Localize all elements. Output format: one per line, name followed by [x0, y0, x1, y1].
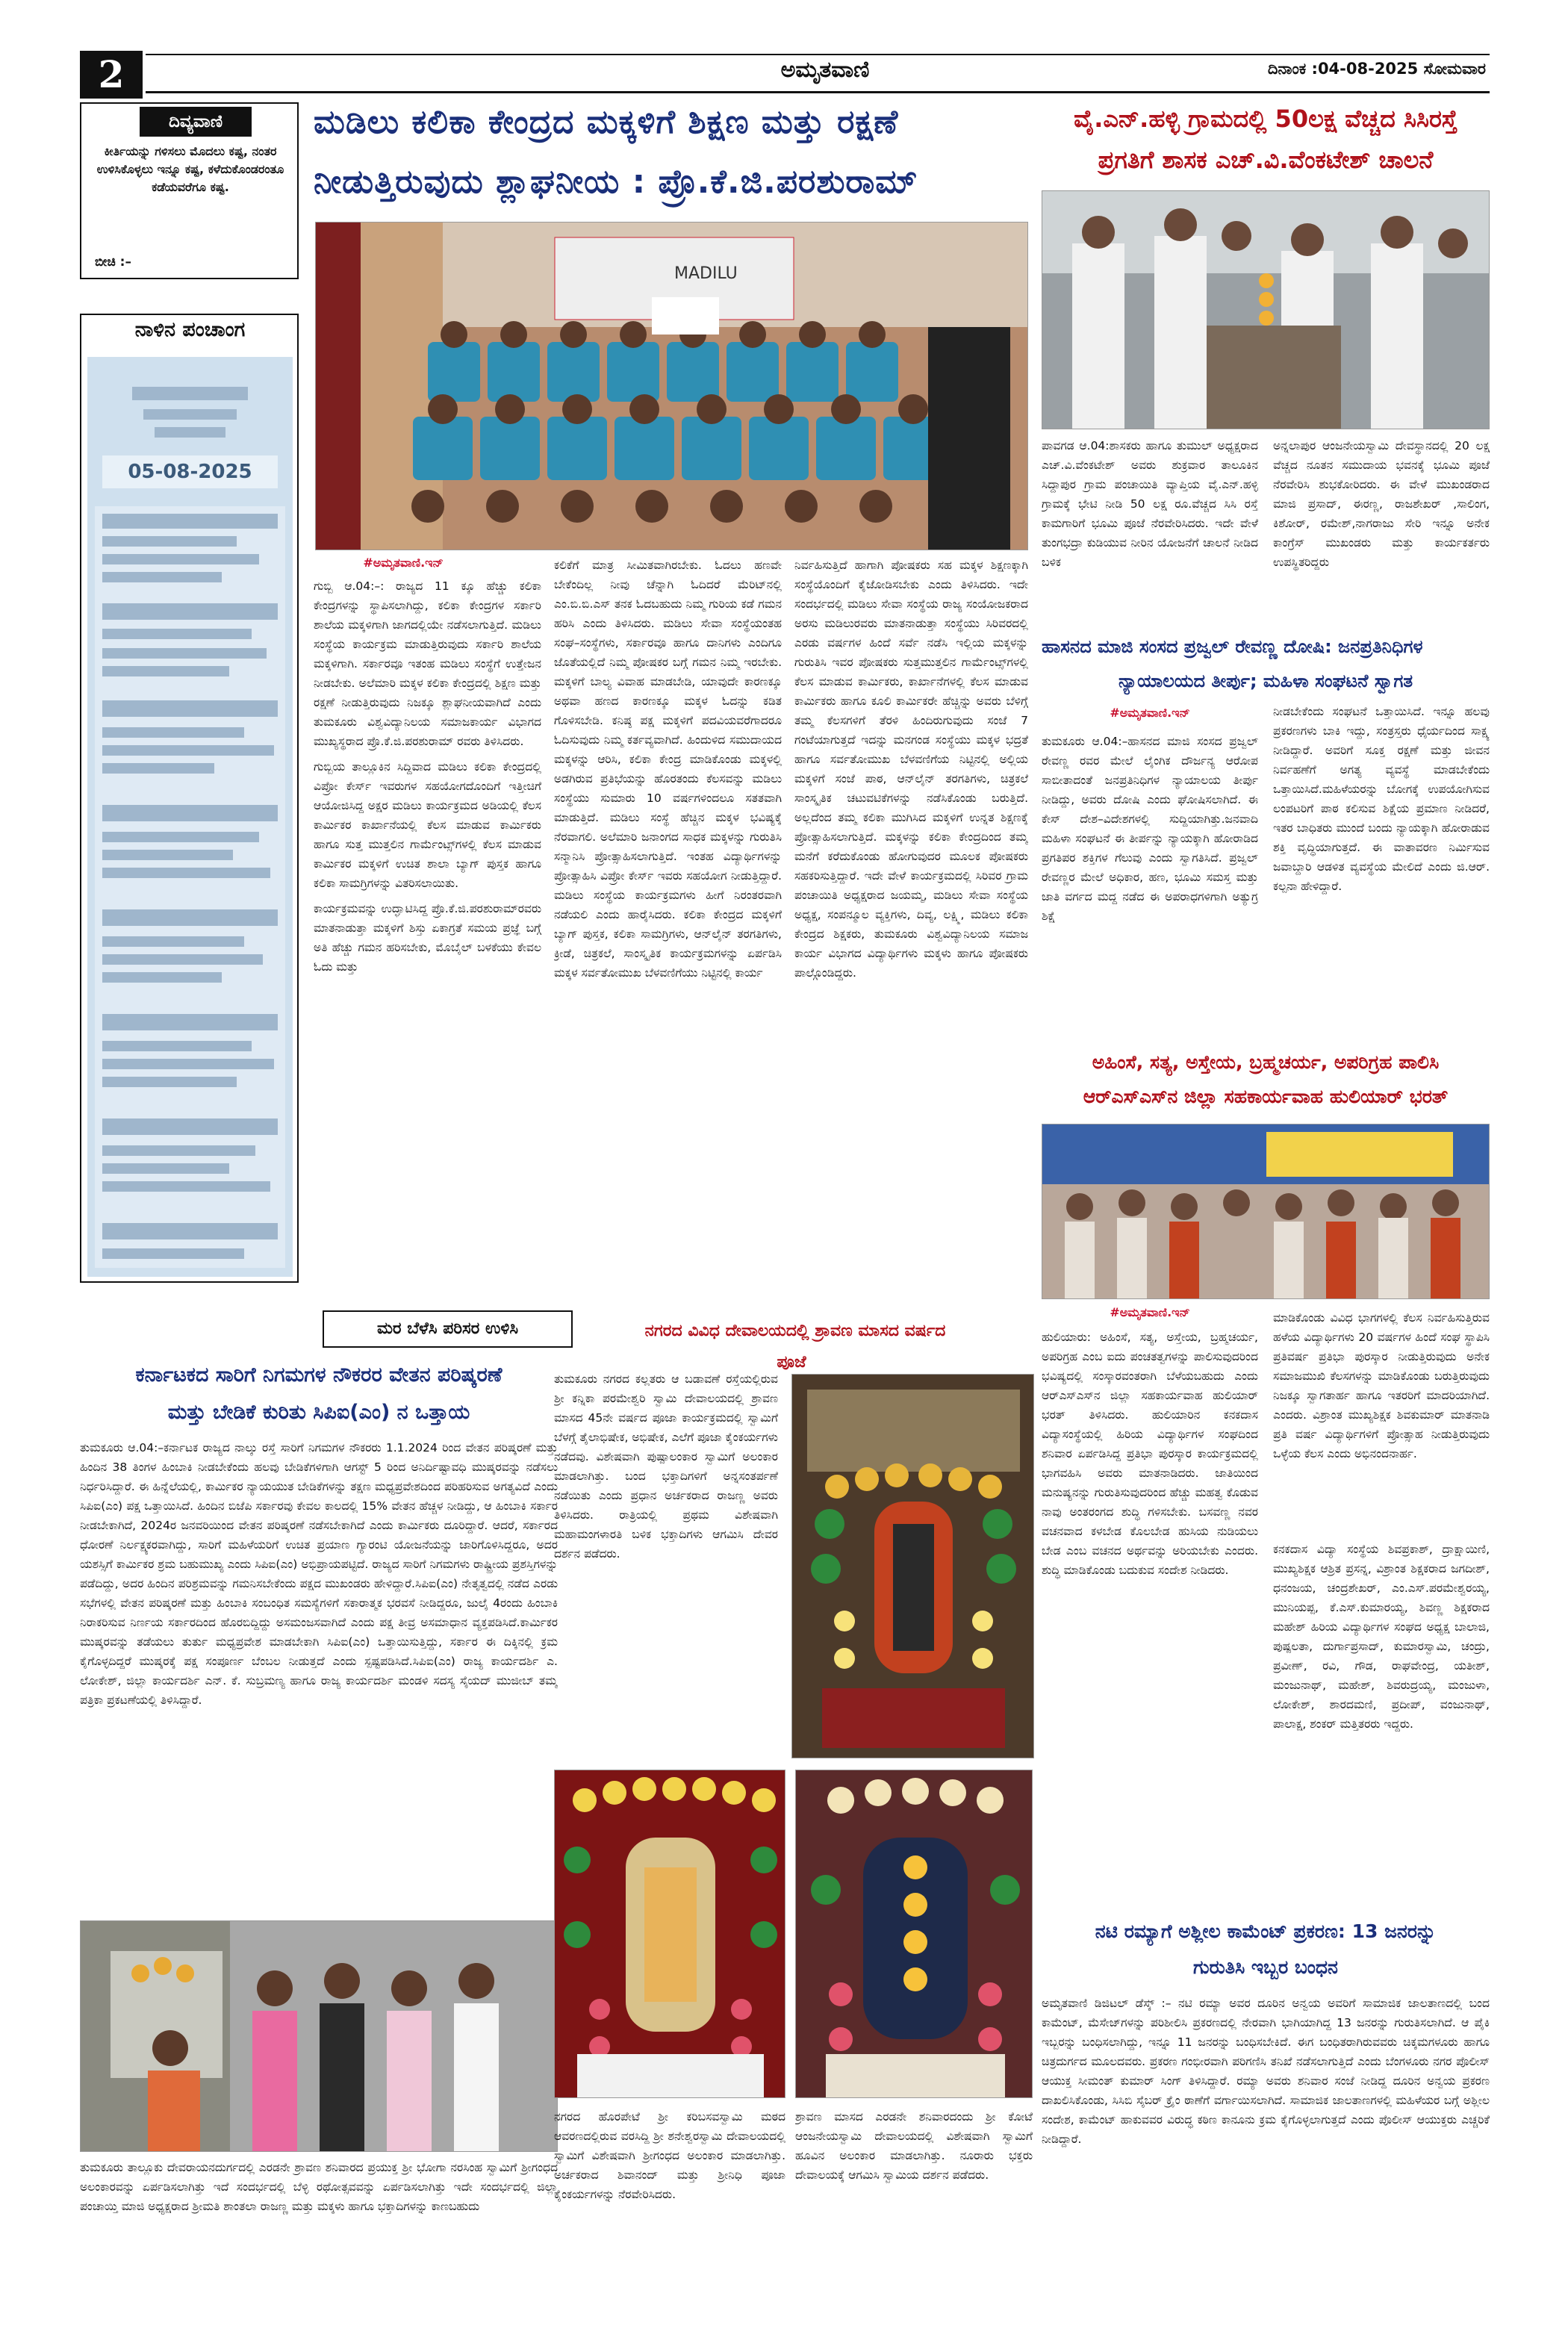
masthead-rule-bottom: [146, 91, 1490, 93]
road-col-2: ಅನ್ನಲಾಪುರ ಆಂಜನೇಯಸ್ವಾಮಿ ದೇವಸ್ಥಾನದಲ್ಲಿ 20 ಲಕ್ಷ ವೆಚ್ಚದ ನೂತನ ಸಮುದಾಯ ಭವನಕ್ಕೆ ಭೂಮಿ ಪೂಜೆ ನೆರವೇರಿಸಿ ಶುಭಕೋರಿದರು. ಈ ವೇಳೆ ಮುಖಂಡರಾದ ಮಾಜಿ ಪ್ರಸಾದ್, ಈರಣ್ಣ, ರಾಜಶೇಖರ್ ,ಸಾಲಿಂಗ, ಕಿಶೋರ್, ರಮೇಶ್,ನಾಗರಾಜು ಸೇರಿ ಇನ್ನೂ ಅನೇಕ ಕಾಂಗ್ರೆಸ್ ಮುಖಂಡರು ಮತ್ತು ಕಾರ್ಯಕರ್ತರು ಉಪಸ್ಥಿತರಿದ್ದರು: [1273, 439, 1490, 569]
divyavani-title: ದಿವ್ಯವಾಣಿ: [140, 107, 252, 137]
date-line: ದಿನಾಂಕ :04-08-2025 ಸೋಮವಾರ: [1267, 60, 1486, 78]
main-col-1: [314, 576, 541, 1271]
paper-name: ಅಮೃತವಾಣಿ: [780, 57, 870, 83]
temple-kannika-photo: [791, 1374, 1034, 1758]
transport-body: ತುಮಕೂರು ಆ.04:–ಕರ್ನಾಟಕ ರಾಜ್ಯದ ನಾಲ್ಕು ರಸ್ತೆ ಸಾರಿಗೆ ನಿಗಮಗಳ ನೌಕರರು 1.1.2024 ರಿಂದ ವೇತನ ಪರಿಷ್ಕರಣೆ ಮತ್ತು ಹಿಂದಿನ 38 ತಿಂಗಳ ಹಿಂಬಾಕಿ ನೀಡಬೇಕೆಂದು ಹಲವು ಬೇಡಿಕೆಗಳಿಗಾಗಿ ಆಗಸ್ಟ್ 5 ರಿಂದ ಅನಿರ್ದಿಷ್ಟಾವಧಿ ಮುಷ್ಕರವನ್ನು ನಡೆಸಲು ನಿರ್ಧರಿಸಿದ್ದಾರೆ. ಈ ಹಿನ್ನೆಲೆಯಲ್ಲಿ, ಕಾರ್ಮಿಕರ ನ್ಯಾಯಯುತ ಬೇಡಿಕೆಗಳನ್ನು ತಕ್ಷಣ ಮಧ್ಯಪ್ರವೇಶದಿಂದ ಪರಿಹರಿಸುವ ಅಗತ್ಯವಿದೆ ಎಂದು ಸಿಪಿಐ(ಎಂ) ಪಕ್ಷ ಒತ್ತಾಯಿಸಿದೆ. ಹಿಂದಿನ ಬಿಜೆಪಿ ಸರ್ಕಾರವು ಕೇವಲ ಕಾಲದಲ್ಲಿ 15% ವೇತನ ಹೆಚ್ಚಳ ನೀಡಿದ್ದು, ಆ ಹಿಂಬಾಕಿ ಸರ್ಕಾರ ನೀಡಬೇಕಾಗಿದೆ, 2024ರ ಜನವರಿಯಿಂದ ವೇತನ ಪರಿಷ್ಕರಣೆ ನಡೆಸಬೇಕಾಗಿದೆ ಎಂದು ಕಾರ್ಮಿಕರು ದೂರಿದ್ದಾರೆ. ಆದರೆ, ಸರ್ಕಾರದ ಧೋರಣೆ ನಿರ್ಲಕ್ಷ್ಯಕರವಾಗಿದ್ದು, ಸಾರಿಗೆ ಮಹಿಳೆಯರಿಗೆ ಉಚಿತ ಪ್ರಯಾಣ ಗ್ಯಾರಂಟಿ ಯೋಜನೆಯನ್ನು ಜಾರಿಗೊಳಿಸಿದ್ದರೂ, ಅದರ ಯಶಸ್ಸಿಗೆ ಕಾರ್ಮಿಕರ ಶ್ರಮ ಬಹುಮುಖ್ಯ ಎಂದು ಸಿಪಿಐ(ಎಂ) ಅಭಿಪ್ರಾಯಪಟ್ಟಿದೆ. ರಾಜ್ಯದ ಸಾರಿಗೆ ನಿಗಮಗಳು ರಾಷ್ಟ್ರೀಯ ಪ್ರಶಸ್ತಿಗಳನ್ನು ಪಡೆದಿದ್ದು, ಅದರ ಹಿಂದಿನ ಪರಿಶ್ರಮವನ್ನು ಗಮನಿಸಬೇಕೆಂದು ಪಕ್ಷದ ಮುಖಂಡರು ಹೇಳಿದ್ದಾರೆ.ಸಿಪಿಐ(ಎಂ) ನೇತೃತ್ವದಲ್ಲಿ ನಡೆದ ಎರಡು ಸಭೆಗಳಲ್ಲಿ ವೇತನ ಪರಿಷ್ಕರಣೆ ಮತ್ತು ಹಿಂಬಾಕಿ ಸಂಬಂಧಿತ ಸಮಸ್ಯೆಗಳಿಗೆ ಸಕಾರಾತ್ಮಕ ಭರವಸೆ ನೀಡಿದ್ದರೂ, ಜುಲೈ 4ರಂದು ಹಿಂಬಾಕಿ ನಿರಾಕರಿಸುವ ನಿರ್ಣಯ ಸರ್ಕಾರದಿಂದ ಹೊರಬಿದ್ದಿದ್ದು ಅಸಮಂಜಸವಾಗಿದೆ ಎಂದು ಪಕ್ಷ ತೀವ್ರ ಅಸಮಾಧಾನ ವ್ಯಕ್ತಪಡಿಸಿದೆ.ಕಾರ್ಮಿಕರ ಮುಷ್ಕರವನ್ನು ತಡೆಯಲು ತುರ್ತು ಮಧ್ಯಪ್ರವೇಶ ಮಾಡಬೇಕಾಗಿ ಸಿಪಿಐ(ಎಂ) ಒತ್ತಾಯಿಸುತ್ತಿದ್ದು, ಸರ್ಕಾರ ಈ ದಿಕ್ಕಿನಲ್ಲಿ ಕ್ರಮ ಕೈಗೊಳ್ಳದಿದ್ದರೆ ಮುಷ್ಕರಕ್ಕೆ ಪಕ್ಷ ಸಂಪೂರ್ಣ ಬೆಂಬಲ ನೀಡುತ್ತದೆ ಎಂದು ಸ್ಪಷ್ಟಪಡಿಸಿದೆ.ಸಿಪಿಐ(ಎಂ) ರಾಜ್ಯ ಕಾರ್ಯದರ್ಶಿ ಎ. ಲೋಕೇಶ್, ಜಿಲ್ಲಾ ಕಾರ್ಯದರ್ಶಿ ಎನ್. ಕೆ. ಸುಬ್ರಮಣ್ಯ ಹಾಗೂ ರಾಜ್ಯ ಕಾರ್ಯದರ್ಶಿ ಮಂಡಳಿ ಸದಸ್ಯ ಸೈಯದ್ ಮುಜೀಬ್ ತಮ್ಮ ಪತ್ರಿಕಾ ಪ್ರಕಟಣೆಯಲ್ಲಿ ತಿಳಿಸಿದ್ದಾರೆ.: [80, 1441, 558, 1707]
ramya-body: ಅಮೃತವಾಣಿ ಡಿಜಿಟಲ್ ಡೆಸ್ಕ್ :– ನಟಿ ರಮ್ಯಾ ಅವರ ದೂರಿನ ಅನ್ವಯ ಅವರಿಗೆ ಸಾಮಾಜಿಕ ಜಾಲತಾಣದಲ್ಲಿ ಬಂದ ಕಾಮೆಂಟ್, ಮೆಸೇಜ್‌ಗಳನ್ನು ಪರಿಶೀಲಿಸಿ ಪ್ರಕರಣದಲ್ಲಿ ನೇರವಾಗಿ ಭಾಗಿಯಾಗಿದ್ದ 13 ಜನರನ್ನು ಗುರುತಿಸಲಾಗಿದೆ. ಆ ಪೈಕಿ ಇಬ್ಬರನ್ನು ಬಂಧಿಸಲಾಗಿದ್ದು, ಇನ್ನೂ 11 ಜನರನ್ನು ಬಂಧಿಸಬೇಕಿದೆ. ಈಗ ಬಂಧಿತರಾಗಿರುವವರು ಚಿಕ್ಕಮಗಳೂರು ಹಾಗೂ ಚಿತ್ರದುರ್ಗದ ಮೂಲದವರು. ಪ್ರಕರಣ ಗಂಭೀರವಾಗಿ ಪರಿಗಣಿಸಿ ತನಿಖೆ ನಡೆಸಲಾಗುತ್ತಿದೆ ಎಂದು ಬೆಂಗಳೂರು ನಗರ ಪೊಲೀಸ್ ಆಯುಕ್ತ ಸೀಮಂತ್ ಕುಮಾರ್ ಸಿಂಗ್ ತಿಳಿಸಿದ್ದಾರೆ. ರಮ್ಯಾ ಅವರು ಶನಿವಾರ ಸಂಜೆ ನೀಡಿದ್ದ ದೂರಿನ ಅನ್ವಯ ಪ್ರಕರಣ ದಾಖಲಿಸಿಕೊಂಡು, ಸಿಸಿಬಿ ಸೈಬರ್ ಕ್ರೈಂ ಠಾಣೆಗೆ ವರ್ಗಾಯಿಸಲಾಗಿದೆ. ಸಾಮಾಜಿಕ ಜಾಲತಾಣಗಳಲ್ಲಿ ಮಹಿಳೆಯರ ಬಗ್ಗೆ ಅಶ್ಲೀಲ ಸಂದೇಶ, ಕಾಮೆಂಟ್ ಹಾಕುವವರ ವಿರುದ್ಧ ಕಠಿಣ ಕಾನೂನು ಕ್ರಮ ಕೈಗೊಳ್ಳಲಾಗುತ್ತದೆ ಎಂದು ಪೊಲೀಸ್ ಆಯುಕ್ತರು ಎಚ್ಚರಿಕೆ ನೀಡಿದ್ದಾರೆ.: [1042, 1997, 1490, 2146]
divyavani-box: [80, 102, 299, 279]
panchanga-box: [80, 314, 299, 1283]
slogan-text: ಮರ ಬೆಳೆಸಿ ಪರಿಸರ ಉಳಿಸಿ: [376, 1319, 519, 1338]
ramya-headline-1: ನಟಿ ರಮ್ಯಾಗೆ ಅಶ್ಲೀಲ ಕಾಮೆಂಟ್ ಪ್ರಕರಣ: 13 ಜನರನ್ನು: [1095, 1920, 1437, 1942]
page-number-box: [80, 51, 143, 99]
rss-headline-1: ಅಹಿಂಸೆ, ಸತ್ಯ, ಅಸ್ತೇಯ, ಬ್ರಹ್ಮಚರ್ಯ, ಅಪರಿಗ್ರಹ ಪಾಲಿಸಿ: [1092, 1051, 1440, 1073]
prajwal-col-2: ನೀಡಬೇಕೆಂದು ಸಂಘಟನೆ ಒತ್ತಾಯಿಸಿದೆ. ಇನ್ನೂ ಹಲವು ಪ್ರಕರಣಗಳು ಬಾಕಿ ಇದ್ದು, ಸಂತ್ರಸ್ತರು ಧೈರ್ಯದಿಂದ ಸಾಕ್ಷ್ಯ ನೀಡಿದ್ದಾರೆ. ಅವರಿಗೆ ಸೂಕ್ತ ರಕ್ಷಣೆ ಮತ್ತು ಜೀವನ ನಿರ್ವಹಣೆಗೆ ಅಗತ್ಯ ವ್ಯವಸ್ಥೆ ಮಾಡಬೇಕೆಂದು ಒತ್ತಾಯಿಸಿದೆ.ಮಹಿಳೆಯರನ್ನು ಬೋಗಕ್ಕೆ ಉಪಯೋಗಿಸುವ ಲಂಪಟರಿಗೆ ಪಾಠ ಕಲಿಸುವ ಶಿಕ್ಷೆಯ ಪ್ರಮಾಣ ನೀಡಿದರೆ, ಇತರ ಬಾಧಿತರು ಮುಂದೆ ಬಂದು ನ್ಯಾಯಕ್ಕಾಗಿ ಹೋರಾಡುವ ಶಕ್ತಿ ವೃದ್ಧಿಯಾಗುತ್ತದೆ. ಈ ವಾತಾವರಣ ನಿರ್ಮಿಸುವ ಜವಾಬ್ದಾರಿ ಆಡಳಿತ ವ್ಯವಸ್ಥೆಯ ಮೇಲಿದೆ ಎಂದು ಜಿ.ಆರ್. ಕಲ್ಪನಾ ಹೇಳಿದ್ದಾರೆ.: [1273, 705, 1490, 893]
rss-headline-2: ಆರ್‌ಎಸ್‌ಎಸ್‌ನ ಜಿಲ್ಲಾ ಸಹಕಾರ್ಯವಾಹ ಹುಲಿಯಾರ್ ಭರತ್: [1083, 1086, 1449, 1107]
main-col-1-p2: ಗುಬ್ಬಿಯ ತಾಲ್ಲೂಕಿನ ಸಿದ್ದಿವಾದ ಮಡಿಲು ಕಲಿಕಾ ಕೇಂದ್ರದಲ್ಲಿ ವಿಪ್ರೋ ಕೇರ್ಸ್ ಇವರುಗಳ ಸಹಯೋಗದೊಂದಿಗೆ ಇತ್ತೀಚಿಗೆ ಆಯೋಜಿಸಿದ್ದ ಅಕ್ಷರ ಮಡಿಲು ಕಾರ್ಯಕ್ರಮದ ಅಡಿಯಲ್ಲಿ ಕೆಲಸ ಕಾರ್ಮಿಕರ ಕಾರ್ಖಾನೆಯಲ್ಲಿ ಕೆಲಸ ಮಾಡುವ ಕಾರ್ಮಿಕರು ಹಾಗೂ ಸುತ್ತ ಮುತ್ತಲಿನ ಗಾರ್ಮೆಂಟ್ಸ್‌ಗಳಲ್ಲಿ ಕೆಲಸ ಮಾಡುವ ಕಾರ್ಮಿಕರ ಮಕ್ಕಳಿಗೆ ಉಚಿತ ಶಾಲಾ ಬ್ಯಾಗ್ ಪುಸ್ತಕ ಹಾಗೂ ಕಲಿಕಾ ಸಾಮಗ್ರಿಗಳನ್ನು ವಿತರಿಸಲಾಯಿತು.: [314, 760, 541, 890]
temple-shaneshwara-photo: [554, 1770, 785, 2098]
main-col-1-p3: ಕಾರ್ಯಕ್ರಮವನ್ನು ಉದ್ಘಾಟಿಸಿದ್ದ ಪ್ರೊ.ಕೆ.ಜಿ.ಪರಶುರಾಮ್‌ರವರು ಮಾತನಾಡುತ್ತಾ ಮಕ್ಕಳಿಗೆ ಶಿಸ್ತು ಏಕಾಗ್ರತೆ ಸಮಯ ಪ್ರಜ್ಞೆ ಬಗ್ಗೆ ಅತಿ ಹೆಚ್ಚು ಗಮನ ಹರಿಸಬೇಕು, ಮೊಬೈಲ್ ಬಳಕೆಯು ಕೇವಲ ಓದು ಮತ್ತು: [314, 902, 541, 974]
prajwal-headline-1: ಹಾಸನದ ಮಾಜಿ ಸಂಸದ ಪ್ರಜ್ವಲ್ ರೇವಣ್ಣ ದೋಷಿ: ಜನಪ್ರತಿನಿಧಿಗಳ: [1042, 636, 1423, 657]
rss-col-1-right: ಮಾಡಿಕೊಂಡು ವಿವಿಧ ಭಾಗಗಳಲ್ಲಿ ಕೆಲಸ ನಿರ್ವಹಿಸುತ್ತಿರುವ ಹಳೆಯ ವಿದ್ಯಾರ್ಥಿಗಳು 20 ವರ್ಷಗಳ ಹಿಂದೆ ಸಂಘ ಸ್ಥಾಪಿಸಿ ಪ್ರತಿವರ್ಷ ಪ್ರತಿಭಾ ಪುರಸ್ಕಾರ ನೀಡುತ್ತಿರುವುದು ಅನೇಕ ಸಮಾಜಮುಖಿ ಕೆಲಸಗಳನ್ನು ಮಾಡಿಕೊಂಡು ಬರುತ್ತಿರುವುದು ನಿಜಕ್ಕೂ ಸ್ವಾಗತಾರ್ಹ ಹಾಗೂ ಇತರರಿಗೆ ಮಾದರಿಯಾಗಿದೆ. ಎಂದರು. ವಿಶ್ರಾಂತ ಮುಖ್ಯಶಿಕ್ಷಕ ಶಿವಕುಮಾರ್ ಮಾತನಾಡಿ ಪ್ರತಿ ವರ್ಷ ವಿದ್ಯಾರ್ಥಿಗಳಿಗೆ ಪ್ರೋತ್ಸಾಹ ನೀಡುತ್ತಿರುವುದು ಒಳ್ಳೆಯ ಕೆಲಸ ಎಂದು ಅಭಿನಂದನಾರ್ಹ.: [1273, 1311, 1490, 1460]
main-col-1-p1: ಗುಬ್ಬಿ ಆ.04:–: ರಾಜ್ಯದ 11 ಕ್ಕೂ ಹೆಚ್ಚು ಕಲಿಕಾ ಕೇಂದ್ರಗಳನ್ನು ಸ್ಥಾಪಿಸಲಾಗಿದ್ದು, ಕಲಿಕಾ ಕೇಂದ್ರಗಳ ಸರ್ಕಾರಿ ಶಾಲೆಯ ಮಕ್ಕಳಿಗಾಗಿ ಜಾಗದಲ್ಲಿಯೇ ನಡೆಸಲಾಗುತ್ತಿದೆ. ಮಡಿಲು ಸಂಸ್ಥೆಯ ಕಾರ್ಯಕ್ರಮ ಮಾಡುತ್ತಿರುವುದು ಸರ್ಕಾರಿ ಶಾಲೆಯ ಮಕ್ಕಳಿಗಾಗಿ. ಸರ್ಕಾರವೂ ಇತಂಹ ಮಡಿಲು ಸಂಸ್ಥೆಗೆ ಉತ್ತೇಜನ ನೀಡಬೇಕು. ಅಲೆಮಾರಿ ಮಕ್ಕಳ ಕಲಿಕಾ ಕೇಂದ್ರದಲ್ಲಿ ಶಿಕ್ಷಣ ಮತ್ತು ರಕ್ಷಣೆ ನೀಡುತ್ತಿರುವುದು ನಿಜಕ್ಕೂ ಶ್ಲಾಘನೀಯವಾಗಿದೆ ಎಂದು ತುಮಕೂರು ವಿಶ್ವವಿದ್ಯಾನಿಲಯ ಸಮಾಜಕಾರ್ಯ ವಿಭಾಗದ ಮುಖ್ಯಸ್ಥರಾದ ಪ್ರೊ.ಕೆ.ಜಿ.ಪರಶುರಾಮ್ ರವರು ತಿಳಿಸಿದರು.: [314, 579, 541, 748]
prajwal-tag: #ಅಮೃತವಾಣಿ.ಇನ್: [1110, 706, 1190, 720]
transport-headline-1: ಕರ್ನಾಟಕದ ಸಾರಿಗೆ ನಿಗಮಗಳ ನೌಕರರ ವೇತನ ಪರಿಷ್ಕರಣೆ: [135, 1363, 503, 1387]
road-col-1: ಪಾವಗಡ ಆ.04:ಶಾಸಕರು ಹಾಗೂ ತುಮುಲ್ ಅಧ್ಯಕ್ಷರಾದ ಎಚ್.ವಿ.ವೆಂಕಟೇಶ್ ಅವರು ಶುಕ್ರವಾರ ತಾಲೂಕಿನ ಸಿದ್ದಾಪುರ ಗ್ರಾಮ ಪಂಚಾಯಿತಿ ವ್ಯಾಪ್ತಿಯ ವೈ.ಎನ್.ಹಳ್ಳಿ ಗ್ರಾಮಕ್ಕೆ ಭೇಟಿ ನೀಡಿ 50 ಲಕ್ಷ ರೂ.ವೆಚ್ಚದ ಸಿಸಿ ರಸ್ತೆ ಕಾಮಗಾರಿಗೆ ಭೂಮಿ ಪೂಜೆ ನೆರವೇರಿಸಿದರು. ಇದೇ ವೇಳೆ ತುಂಗಭದ್ರಾ ಕುಡಿಯುವ ನೀರಿನ ಯೋಜನೆಗೆ ಚಾಲನೆ ನೀಡಿದ ಬಳಿಕ: [1042, 439, 1258, 569]
rss-col-2: ಕನಕದಾಸ ವಿದ್ಯಾ ಸಂಸ್ಥೆಯ ಶಿವಪ್ರಕಾಶ್, ದ್ರಾಕ್ಷಾಯಿಣಿ, ಮುಖ್ಯಶಿಕ್ಷಕ ಆಶ್ರಿತ ಪ್ರಸನ್ನ, ವಿಶ್ರಾಂತ ಶಿಕ್ಷಕರಾದ ಜಗದೀಶ್, ಧನಂಜಯ, ಚಂದ್ರಶೇಖರ್, ಎಂ.ಎಸ್.ಪರಮೇಶ್ವರಯ್ಯ, ಮುನಿಯಪ್ಪ, ಕೆ.ಎಸ್.ಕುಮಾರಯ್ಯ, ಶಿವಣ್ಣ ಶಿಕ್ಷಕರಾದ ಮಹೇಶ್ ಹಿರಿಯ ವಿದ್ಯಾರ್ಥಿಗಳ ಸಂಘದ ಅಧ್ಯಕ್ಷ ಬಾಲಾಜಿ, ಪುಷ್ಪಲತಾ, ದುರ್ಗಾಪ್ರಸಾದ್, ಕುಮಾರಸ್ವಾಮಿ, ಚಂದ್ರು, ಪ್ರವೀಣ್, ರವಿ, ಗೌಡ, ರಾಘವೇಂದ್ರ, ಯತೀಶ್, ಮಂಜುನಾಥ್, ಮಹೇಶ್, ಶಿವರುದ್ರಯ್ಯ, ಮಂಜುಳಾ, ಲೋಕೇಶ್, ಶಾರದಮಣಿ, ಪ್ರದೀಪ್, ವಂಜುನಾಥ್, ಪಾಲಾಕ್ಷ, ಶಂಕರ್ ಮತ್ತಿತರರು ಇದ್ದರು.: [1273, 1543, 1490, 1731]
main-headline-2: ನೀಡುತ್ತಿರುವುದು ಶ್ಲಾಘನೀಯ : ಪ್ರೊ.ಕೆ.ಜಿ.ಪರಶುರಾಮ್: [314, 163, 918, 201]
panchanga-title: ನಾಳಿನ ಪಂಚಾಂಗ: [134, 318, 246, 341]
transport-headline-2: ಮತ್ತು ಬೇಡಿಕೆ ಕುರಿತು ಸಿಪಿಐ(ಎಂ) ನ ಒತ್ತಾಯ: [167, 1401, 470, 1424]
temples-headline-2: ಪೂಜೆ: [777, 1353, 806, 1372]
masthead-rule-top: [146, 54, 1490, 55]
temples-body: ತುಮಕೂರು ನಗರದ ಕಲ್ಲತರು ಆ ಬಡಾವಣೆ ರಸ್ತೆಯಲ್ಲಿರುವ ಶ್ರೀ ಕನ್ನಿಕಾ ಪರಮೇಶ್ವರಿ ಸ್ವಾಮಿ ದೇವಾಲಯದಲ್ಲಿ ಶ್ರಾವಣ ಮಾಸದ 45ನೇ ವರ್ಷದ ಪೂಜಾ ಕಾರ್ಯಕ್ರಮದಲ್ಲಿ ಸ್ವಾಮಿಗೆ ಬೆಳಗ್ಗೆ ತೈಲಾಭಿಷೇಕ, ಅಭಿಷೇಕ, ಎಲೆಗೆ ಪೂಜಾ ಕೈಂಕರ್ಯಗಳು ನಡೆದವು. ವಿಶೇಷವಾಗಿ ಪುಷ್ಪಾಲಂಕಾರ ಸ್ವಾಮಿಗೆ ಅಲಂಕಾರ ಮಾಡಲಾಗಿತ್ತು. ಬಂದ ಭಕ್ತಾದಿಗಳಿಗೆ ಅನ್ನಸಂತರ್ಪಣೆ ನಡೆಯಿತು ಎಂದು ಪ್ರಧಾನ ಅರ್ಚಕರಾದ ರಾಜಣ್ಣ ಅವರು ತಿಳಿಸಿದರು. ರಾತ್ರಿಯಲ್ಲಿ ಪ್ರಥಮ ವಿಶೇಷವಾಗಿ ಮಹಾಮಂಗಳಾರತಿ ಬಳಿಕ ಭಕ್ತಾದಿಗಳು ಆಗಮಿಸಿ ದೇವರ ದರ್ಶನ ಪಡೆದರು.: [554, 1372, 778, 1561]
main-tag: #ಅಮೃತವಾಣಿ.ಇನ್: [363, 556, 444, 570]
prajwal-col-1: ತುಮಕೂರು ಆ.04:–ಹಾಸನದ ಮಾಜಿ ಸಂಸದ ಪ್ರಜ್ವಲ್ ರೇವಣ್ಣ ರವರ ಮೇಲೆ ಲೈಂಗಿಕ ದೌರ್ಜನ್ಯ ಆರೋಪ ಸಾಬೀತಾದಂತೆ ಜನಪ್ರತಿನಿಧಿಗಳ ನ್ಯಾಯಾಲಯ ತೀರ್ಪು ನೀಡಿದ್ದು, ಅವರು ದೋಷಿ ಎಂದು ಘೋಷಿಸಲಾಗಿದೆ. ಈ ಕೇಸ್ ದೇಶ–ವಿದೇಶಗಳಲ್ಲಿ ಸುದ್ದಿಯಾಗಿತ್ತು.ಜನವಾದಿ ಮಹಿಳಾ ಸಂಘಟನೆ ಈ ತೀರ್ಪನ್ನು ನ್ಯಾಯಕ್ಕಾಗಿ ಹೋರಾಡಿದ ಪ್ರಗತಿಪರ ಶಕ್ತಿಗಳ ಗೆಲುವು ಎಂದು ಸ್ವಾಗತಿಸಿದೆ. ಪ್ರಜ್ವಲ್ ರೇವಣ್ಣರ ಮೇಲೆ ಅಧಿಕಾರ, ಹಣ, ಭೂಮಿ ಸಮಸ್ತ ಮತ್ತು ಜಾತಿ ವರ್ಗದ ಮದ್ದ ನಡೆದ ಈ ಅಪರಾಧಗಳಿಗಾಗಿ ಅತ್ಯುಗ್ರ ಶಿಕ್ಷೆ: [1042, 735, 1258, 923]
page-number: 2: [98, 52, 125, 96]
madilu-banner-text: MADILU: [674, 264, 738, 283]
main-headline-1: ಮಡಿಲು ಕಲಿಕಾ ಕೇಂದ್ರದ ಮಕ್ಕಳಿಗೆ ಶಿಕ್ಷಣ ಮತ್ತು ರಕ್ಷಣೆ: [314, 103, 899, 141]
main-col-3: ನಿರ್ವಹಿಸುತ್ತಿದೆ ಹಾಗಾಗಿ ಪೋಷಕರು ಸಹ ಮಕ್ಕಳ ಶಿಕ್ಷಣಕ್ಕಾಗಿ ಸಂಸ್ಥೆಯೊಂದಿಗೆ ಕೈಜೋಡಿಸಬೇಕು ಎಂದು ತಿಳಿಸಿದರು. ಇದೇ ಸಂದರ್ಭದಲ್ಲಿ ಮಡಿಲು ಸೇವಾ ಸಂಸ್ಥೆಯ ರಾಜ್ಯ ಸಂಯೋಜಕರಾದ ಅರಸು ಮಡಿಲುರವರು ಮಾತನಾಡುತ್ತಾ ಸಂಸ್ಥೆಯು ಸಿರಿವರದಲ್ಲಿ ಎರಡು ವರ್ಷಗಳ ಹಿಂದೆ ಸರ್ವೆ ನಡೆಸಿ ಇಲ್ಲಿಯ ಮಕ್ಕಳನ್ನು ಗುರುತಿಸಿ ಇವರ ಪೋಷಕರು ಸುತ್ತಮುತ್ತಲಿನ ಗಾರ್ಮೆಂಟ್ಸ್‌ಗಳಲ್ಲಿ ಕೆಲಸ ಮಾಡುವ ಕಾರ್ಮಿಕರು, ಕಾರ್ಖಾನೆಗಳಲ್ಲಿ ಕೆಲಸ ಮಾಡುವ ಕಾರ್ಮಿಕರು ಹಾಗೂ ಕೂಲಿ ಕಾರ್ಮಿಕರೇ ಹೆಚ್ಚಿನ್ನು ಅವರು ಬೆಳಿಗ್ಗೆ ತಮ್ಮ ಕೆಲಸಗಳಿಗೆ ತೆರಳಿ ಹಿಂದಿರುಗುವುದು ಸಂಜೆ 7 ಗಂಟೆಯಾಗುತ್ತದೆ ಇದನ್ನು ಮನಗಂಡ ಸಂಸ್ಥೆಯು ಮಕ್ಕಳ ಭದ್ರತೆ ಹಾಗೂ ಸರ್ವತೋಮುಖ ಬೆಳವಣಿಗೆಯ ನಿಟ್ಟಿನಲ್ಲಿ ಅಲ್ಲಿಯ ಮಕ್ಕಳಿಗೆ ಸಂಜೆ ಪಾಠ, ಆನ್‌ಲೈನ್ ತರಗತಿಗಳು, ಚಿತ್ರಕಲೆ ಸಾಂಸ್ಕೃತಿಕ ಚಟುವಟಿಕೆಗಳನ್ನು ನಡೆಸಿಕೊಂಡು ಬರುತ್ತಿದೆ. ಅಲ್ಲದೆಂದ ತಮ್ಮ ಕಲಿಕಾ ಮುಗಿಸಿದ ಮಕ್ಕಳಿಗೆ ಉನ್ನತ ಶಿಕ್ಷಣಕ್ಕೆ ಪ್ರೋತ್ಸಾಹಿಸಲಾಗುತ್ತಿದೆ. ಮಕ್ಕಳನ್ನು ಕಲಿಕಾ ಕೇಂದ್ರದಿಂದ ತಮ್ಮ ಮನೆಗೆ ಕರೆದುಕೊಂಡು ಹೋಗುವುದರ ಮೂಲಕ ಪೋಷಕರು ಸಹಕರಿಸುತ್ತಿದ್ದಾರೆ. ಇದೇ ವೇಳೆ ಕಾರ್ಯಕ್ರಮದಲ್ಲಿ ಸಿರಿವರ ಗ್ರಾಮ ಪಂಚಾಯಿತಿ ಅಧ್ಯಕ್ಷರಾದ ಜಯಮ್ಮ, ಮಡಿಲು ಸೇವಾ ಸಂಸ್ಥೆಯ ಅಧ್ಯಕ್ಷ, ಸಂಪನ್ಮೂಲ ವ್ಯಕ್ತಿಗಳು, ದಿವ್ಯ, ಲಕ್ಷ್ಮಿ, ಮಡಿಲು ಕಲಿಕಾ ಕೇಂದ್ರದ ಶಿಕ್ಷಕರು, ತುಮಕೂರು ವಿಶ್ವವಿದ್ಯಾನಿಲಯ ಸಮಾಜ ಕಾರ್ಯ ವಿಭಾಗದ ವಿದ್ಯಾರ್ಥಿಗಳು ಮಕ್ಕಳು ಹಾಗೂ ಪೋಷಕರು ಪಾಲ್ಗೊಂಡಿದ್ದರು.: [794, 559, 1028, 980]
road-ceremony-photo: [1042, 190, 1490, 429]
road-headline-2: ಪ್ರಗತಿಗೆ ಶಾಸಕ ಎಚ್.ವಿ.ವೆಂಕಟೇಶ್ ಚಾಲನೆ: [1098, 146, 1434, 174]
divyavani-credit: ಬೀಚಿ :–: [95, 255, 131, 270]
rss-event-photo: [1042, 1124, 1490, 1299]
main-col-2: ಕಲಿಕೆಗೆ ಮಾತ್ರ ಸೀಮಿತವಾಗಿರಬೇಕು. ಓದಲು ಹಣವೇ ಬೇಕೆಂದಿಲ್ಲ ನೀವು ಚೆನ್ನಾಗಿ ಓದಿದರೆ ಮೆರಿಟ್‌ನಲ್ಲಿ ಎಂ.ಬಿ.ಬಿ.ಎಸ್ ತನಕ ಓದಬಹುದು ನಿಮ್ಮ ಗುರಿಯ ಕಡೆ ಗಮನ ಹರಿಸಿ ಎಂದು ತಿಳಿಸಿದರು. ಮಡಿಲು ಸೇವಾ ಸಂಸ್ಥೆಯಂತಹ ಸಂಘ–ಸಂಸ್ಥೆಗಳು, ಸರ್ಕಾರವೂ ಹಾಗೂ ದಾನಿಗಳು ಎಂದಿಗೂ ಜೊತೆಯಲ್ಲಿದೆ ನಿಮ್ಮ ಪೋಷಕರ ಬಗ್ಗೆ ಗಮನ ನಿಮ್ಮ ಇರಬೇಕು. ಮಕ್ಕಳಿಗೆ ಬಾಲ್ಯ ವಿವಾಹ ಮಾಡಬೇಡಿ, ಯಾವುದೇ ಕಾರಣಕ್ಕೂ ಅಥವಾ ಹಣದ ಕಾರಣಕ್ಕೂ ಮಕ್ಕಳ ಓದನ್ನು ಕಡಿತ ಗೊಳಿಸಬೇಡಿ. ಕನಿಷ್ಠ ಪಕ್ಷ ಮಕ್ಕಳಿಗೆ ಪದವಿಯವರೆಗಾದರೂ ಓದಿಸುವುದು ನಿಮ್ಮ ಕರ್ತವ್ಯವಾಗಿದೆ. ಹಿಂದುಳಿದ ಸಮುದಾಯದ ಮಕ್ಕಳನ್ನು ಆರಿಸಿ, ಕಲಿಕಾ ಕೇಂದ್ರ ಮಾಡಿಕೊಂಡು ಮಕ್ಕಳಲ್ಲಿ ಅಡಗಿರುವ ಪ್ರತಿಭೆಯನ್ನು ಹೊರತಂದು ಕೆಲಸವನ್ನು ಮಡಿಲು ಸಂಸ್ಥೆಯು ಸುಮಾರು 10 ವರ್ಷಗಳಿಂದಲೂ ಸತತವಾಗಿ ಮಾಡುತ್ತಿದೆ. ಮಡಿಲು ಸಂಸ್ಥೆ ಹೆಚ್ಚಿನ ಮಕ್ಕಳ ಭವಿಷ್ಯಕ್ಕೆ ನೆರವಾಗಲಿ. ಅಲೆಮಾರಿ ಜನಾಂಗದ ಸಾಧಕ ಮಕ್ಕಳನ್ನು ಗುರುತಿಸಿ ಸನ್ಮಾನಿಸಿ ಪ್ರೋತ್ಸಾಹಿಸಲಾಗುತ್ತಿದೆ. ಇಂತಹ ವಿದ್ಯಾರ್ಥಿಗಳನ್ನು ಪ್ರೋತ್ಸಾಹಿಸಿ ವಿಪ್ರೋ ಕೇರ್ಸ್ ಇವರು ಸಹಯೋಗ ನೀಡುತ್ತಿದ್ದಾರೆ. ಮಡಿಲು ಸಂಸ್ಥೆಯ ಕಾರ್ಯಕ್ರಮಗಳು ಹೀಗೆ ನಿರಂತರವಾಗಿ ನಡೆಯಲಿ ಎಂದು ಹಾರೈಸಿದರು. ಕಲಿಕಾ ಕೇಂದ್ರದ ಮಕ್ಕಳಿಗೆ ಬ್ಯಾಗ್ ಪುಸ್ತಕ, ಕಲಿಕಾ ಸಾಮಗ್ರಿಗಳು, ಆನ್‌ಲೈನ್ ತರಗತಿಗಳು, ಕ್ರೀಡೆ, ಚಿತ್ರಕಲೆ, ಸಾಂಸ್ಕೃತಿಕ ಕಾರ್ಯಕ್ರಮಗಳನ್ನು ಏರ್ಪಡಿಸಿ ಮಕ್ಕಳ ಸರ್ವತೋಮುಖ ಬೆಳವಣಿಗೆಯು ನಿಟ್ಟಿನಲ್ಲಿ ಕಾರ್ಯ: [554, 559, 782, 980]
rss-col-1: ಹುಲಿಯಾರು: ಅಹಿಂಸೆ, ಸತ್ಯ, ಅಸ್ತೇಯ, ಬ್ರಹ್ಮಚರ್ಯ, ಅಪರಿಗ್ರಹ ಎಂಬ ಐದು ಪಂಚತತ್ವಗಳನ್ನು ಪಾಲಿಸುವುದರಿಂದ ಭವಿಷ್ಯದಲ್ಲಿ ಸಂಸ್ಕಾರವಂತರಾಗಿ ಬೆಳೆಯಬಹುದು ಎಂದು ಆರ್‌ಎಸ್‌ಎಸ್‌ನ ಜಿಲ್ಲಾ ಸಹಕಾರ್ಯವಾಹ ಹುಲಿಯಾರ್ ಭರತ್ ತಿಳಿಸಿದರು. ಹುಲಿಯಾರಿನ ಕನಕದಾಸ ವಿದ್ಯಾಸಂಸ್ಥೆಯಲ್ಲಿ ಹಿರಿಯ ವಿದ್ಯಾರ್ಥಿಗಳ ಸಂಘದಿಂದ ಶನಿವಾರ ಏರ್ಪಡಿಸಿದ್ದ ಪ್ರತಿಭಾ ಪುರಸ್ಕಾರ ಕಾರ್ಯಕ್ರಮದಲ್ಲಿ ಭಾಗವಹಿಸಿ ಅವರು ಮಾತನಾಡಿದರು. ಜಾತಿಯಿಂದ ಮನುಷ್ಯನನ್ನು ಗುರುತಿಸುವುದರಿಂದ ಹೆಚ್ಚು ಮಹತ್ವ ಕೊಡುವ ನಾವು ಅಂತರಂಗದ ಶುದ್ಧಿ ಗಳಿಸಬೇಕು. ಬಸವಣ್ಣ ನವರ ವಚನವಾದ ಕಳಬೇಡ ಕೊಲಬೇಡ ಹುಸಿಯ ನುಡಿಯಲು ಬೇಡ ಎಂಬ ವಚನದ ಅರ್ಥವನ್ನು ಅರಿಯಬೇಕು ಎಂದರು. ಶುದ್ಧಿ ಮಾಡಿಕೊಂಡು ಬದುಕುವ ಸಂದೇಶ ನೀಡಿದರು.: [1042, 1331, 1258, 1577]
panchanga-grid: [95, 506, 285, 1268]
divyavani-quote: ಕೀರ್ತಿಯನ್ನು ಗಳಿಸಲು ಮೊದಲು ಕಷ್ಟ, ನಂತರ ಉಳಿಸಿಕೊಳ್ಳಲು ಇನ್ನೂ ಕಷ್ಟ, ಕಳೆದುಕೊಂಡರಂತೂ ಕಡೆಯವರೆಗೂ ಕಷ್ಟ.: [96, 144, 284, 194]
shravana-devotees-photo: [80, 1920, 558, 2152]
madilu-group-photo: [315, 222, 1028, 550]
panchanga-date: 05-08-2025: [102, 455, 278, 488]
temple-anjaneya-caption: ಶ್ರಾವಣ ಮಾಸದ ಎರಡನೇ ಶನಿವಾರದಂದು ಶ್ರೀ ಕೋಟೆ ಆಂಜನೇಯಸ್ವಾಮಿ ದೇವಾಲಯದಲ್ಲಿ ವಿಶೇಷವಾಗಿ ಸ್ವಾಮಿಗೆ ಹೂವಿನ ಅಲಂಕಾರ ಮಾಡಲಾಗಿತ್ತು. ನೂರಾರು ಭಕ್ತರು ದೇವಾಲಯಕ್ಕೆ ಆಗಮಿಸಿ ಸ್ವಾಮಿಯ ದರ್ಶನ ಪಡೆದರು.: [795, 2110, 1033, 2182]
ramya-headline-2: ಗುರುತಿಸಿ ಇಬ್ಬರ ಬಂಧನ: [1193, 1956, 1338, 1978]
temple-shaneshwara-caption: ನಗರದ ಹೊರಪೇಟೆ ಶ್ರೀ ಕರಿಬಸವಸ್ವಾಮಿ ಮಠದ ಆವರಣದಲ್ಲಿರುವ ವರಸಿದ್ದಿ ಶ್ರೀ ಶನೇಶ್ವರಸ್ವಾಮಿ ದೇವಾಲಯದಲ್ಲಿ ಸ್ವಾಮಿಗೆ ವಿಶೇಷವಾಗಿ ಶ್ರೀಗಂಧದ ಅಲಂಕಾರ ಮಾಡಲಾಗಿತ್ತು. ಅರ್ಚಕರಾದ ಶಿವಾನಂದ್ ಮತ್ತು ಶ್ರೀನಿಧಿ ಪೂಜಾ ಕೈಂಕರ್ಯಗಳನ್ನು ನೆರವೇರಿಸಿದರು.: [554, 2110, 785, 2201]
panchanga-header-blur: [117, 379, 263, 447]
temples-headline-1: ನಗರದ ವಿವಿಧ ದೇವಾಲಯದಲ್ಲಿ ಶ್ರಾವಣ ಮಾಸದ ವರ್ಷದ: [644, 1322, 946, 1340]
road-headline-1: ವೈ.ಎನ್.ಹಳ್ಳಿ ಗ್ರಾಮದಲ್ಲಿ 50ಲಕ್ಷ ವೆಚ್ಚದ ಸಿಸಿರಸ್ತೆ: [1074, 105, 1457, 133]
rss-tag: #ಅಮೃತವಾಣಿ.ಇನ್: [1110, 1305, 1190, 1319]
slogan-box: [323, 1310, 573, 1348]
prajwal-headline-2: ನ್ಯಾಯಾಲಯದ ತೀರ್ಪು; ಮಹಿಳಾ ಸಂಘಟನೆ ಸ್ವಾಗತ: [1118, 671, 1413, 691]
temple-anjaneya-photo: [795, 1770, 1033, 2098]
shravana-caption: ತುಮಕೂರು ತಾಲ್ಲೂಕು ದೇವರಾಯನದುರ್ಗದಲ್ಲಿ ಎರಡನೇ ಶ್ರಾವಣ ಶನಿವಾರದ ಪ್ರಯುಕ್ತ ಶ್ರೀ ಭೋಗಾ ನರಸಿಂಹ ಸ್ವಾಮಿಗೆ ಶ್ರೀಗಂಧದ ಅಲಂಕಾರವನ್ನು ಏರ್ಪಡಿಸಲಾಗಿತ್ತು ಇದೆ ಸಂದರ್ಭದಲ್ಲಿ ಬೆಳ್ಳಿ ರಥೋತ್ಸವವನ್ನು ಏರ್ಪಡಿಸಲಾಗಿತ್ತು ಇದೇ ಸಂದರ್ಭದಲ್ಲಿ ಜಿಲ್ಲಾ ಪಂಚಾಯ್ತಿ ಮಾಜಿ ಅಧ್ಯಕ್ಷರಾದ ಶ್ರೀಮತಿ ಶಾಂತಲಾ ರಾಜಣ್ಣ ಮತ್ತು ಮಕ್ಕಳು ಹಾಗೂ ಭಕ್ತಾದಿಗಳನ್ನು ಕಾಣಬಹುದು: [80, 2161, 558, 2213]
panchanga-chart: [87, 357, 293, 1277]
